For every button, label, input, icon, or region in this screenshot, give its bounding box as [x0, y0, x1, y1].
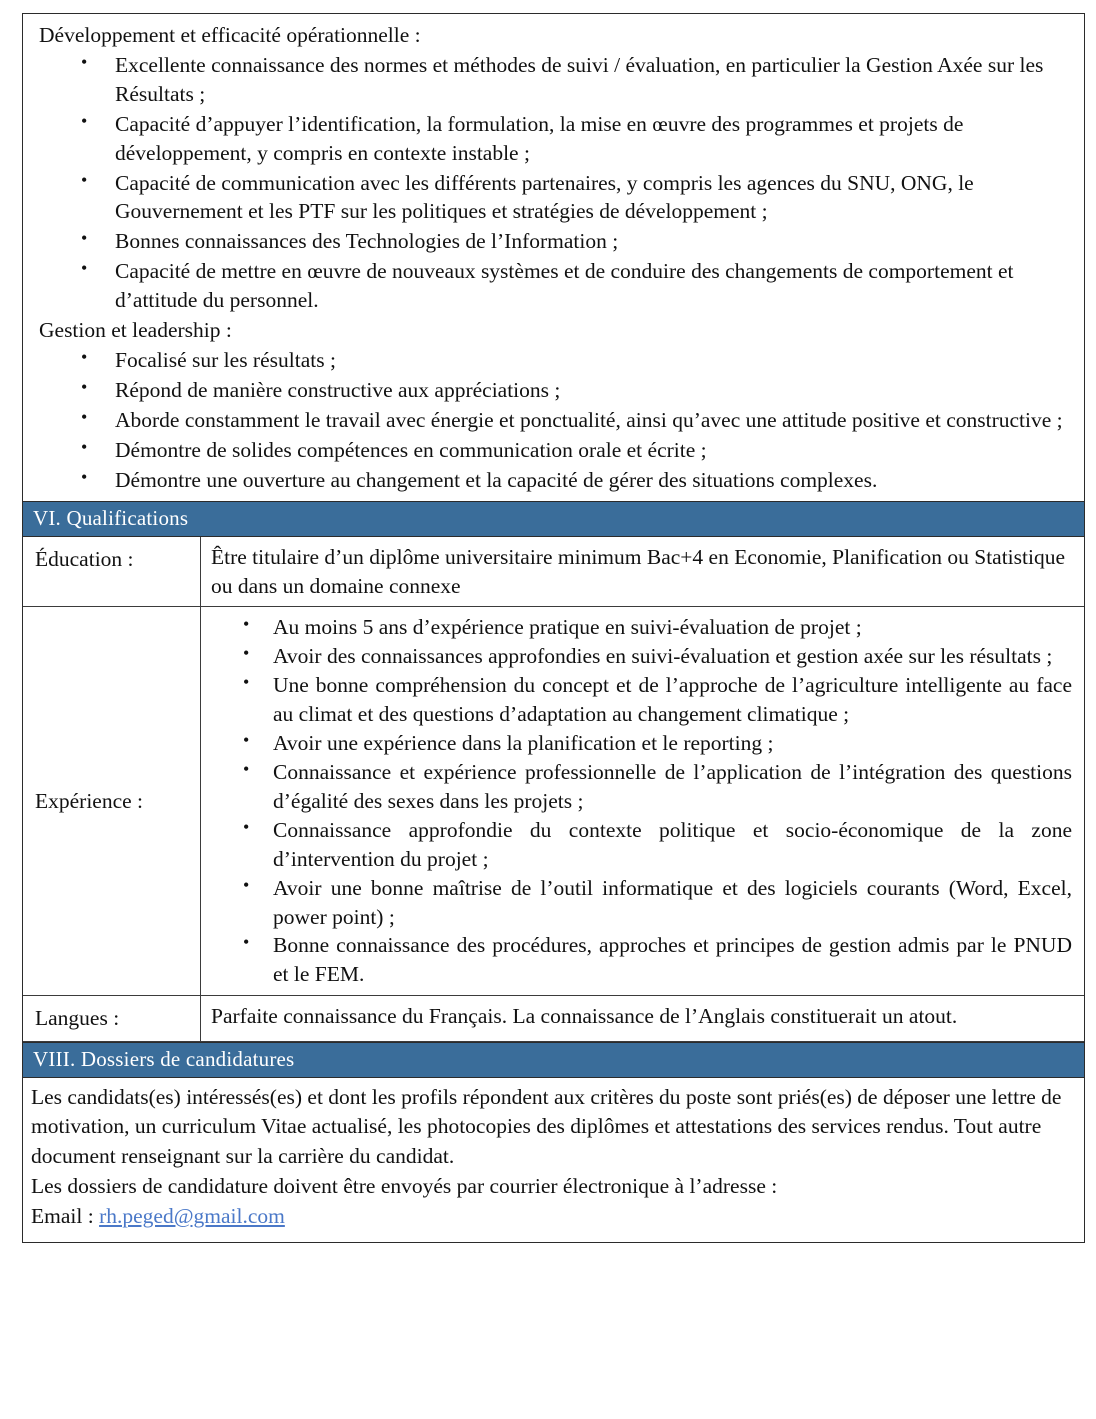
competences-list-development	[33, 51, 1074, 315]
langues-text: Parfaite connaissance du Français. La connaissance de l’Anglais constituerait un atout.	[211, 1004, 958, 1029]
list-item: • Une bonne compréhension du concept et de l’approche de l’agriculture intelligente au face au climat et des questions d’adaptation au changement climatique ;	[211, 671, 1072, 729]
dossiers-paragraph-2: Les dossiers de candidature doivent être envoyés par courrier électronique à l’adresse :	[31, 1173, 778, 1198]
list-item: • Avoir une expérience dans la planification et le reporting ;	[211, 729, 1072, 758]
row-value-education	[201, 537, 1084, 606]
row-value-experience	[201, 607, 1084, 995]
row-label-education: Éducation :	[23, 537, 201, 606]
list-item: • Connaissance et expérience professionnelle de l’application de l’intégration des questions d’égalité des sexes dans les projets ;	[211, 758, 1072, 816]
education-text: Être titulaire d’un diplôme universitaire minimum Bac+4 en Economie, Planification ou Statistique ou dans un domaine connexe	[211, 545, 1066, 598]
table-row-langues	[23, 996, 1084, 1041]
list-item: • Capacité d’appuyer l’identification, la formulation, la mise en œuvre des programmes et projets de développement, y compris en contexte instable ;	[33, 110, 1074, 168]
competences-group-heading-development: Développement et efficacité opérationnelle :	[39, 23, 421, 47]
list-item: • Bonne connaissance des procédures, approches et principes de gestion admis par le PNUD et le FEM.	[211, 931, 1072, 989]
list-item: • Au moins 5 ans d’expérience pratique en suivi-évaluation de projet ;	[211, 613, 1072, 642]
list-item: • Répond de manière constructive aux appréciations ;	[33, 376, 1074, 405]
row-value-langues	[201, 996, 1084, 1040]
competences-block	[23, 14, 1084, 501]
list-item: • Connaissance approfondie du contexte politique et socio-économique de la zone d’intervention du projet ;	[211, 816, 1072, 874]
dossiers-email-line	[31, 1202, 1072, 1231]
list-item: • Focalisé sur les résultats ;	[33, 346, 1074, 375]
list-item: • Aborde constamment le travail avec énergie et ponctualité, ainsi qu’avec une attitude positive et constructive ;	[33, 406, 1074, 435]
row-label-experience: Expérience :	[23, 607, 201, 995]
list-item: • Démontre une ouverture au changement et la capacité de gérer des situations complexes.	[33, 466, 1074, 495]
list-item: • Démontre de solides compétences en communication orale et écrite ;	[33, 436, 1074, 465]
list-item: • Bonnes connaissances des Technologies de l’Information ;	[33, 227, 1074, 256]
list-item: • Capacité de mettre en œuvre de nouveaux systèmes et de conduire des changements de comportement et d’attitude du personnel.	[33, 257, 1074, 315]
list-item: • Avoir des connaissances approfondies en suivi-évaluation et gestion axée sur les résultats ;	[211, 642, 1072, 671]
experience-list	[211, 613, 1072, 989]
list-item: • Avoir une bonne maîtrise de l’outil informatique et des logiciels courants (Word, Excel, power point) ;	[211, 874, 1072, 932]
email-label: Email :	[31, 1204, 94, 1229]
table-row-experience	[23, 607, 1084, 996]
row-label-langues: Langues :	[23, 996, 201, 1040]
section-header-qualifications: VI. Qualifications	[23, 501, 1084, 538]
dossiers-block	[23, 1078, 1084, 1242]
competences-list-leadership	[33, 346, 1074, 495]
list-item: • Capacité de communication avec les différents partenaires, y compris les agences du SNU, ONG, le Gouvernement et les PTF sur les politiques et stratégies de développement ;	[33, 169, 1074, 227]
list-item: • Excellente connaissance des normes et méthodes de suivi / évaluation, en particulier la Gestion Axée sur les Résultats ;	[33, 51, 1074, 109]
dossiers-paragraph-1: Les candidats(es) intéressés(es) et dont les profils répondent aux critères du poste sont priés(es) de déposer une lettre de motivation, un curriculum Vitae actualisé, les photocopies des diplômes et attestations des services rendus. Tout autre document renseignant sur la carrière du candidat.	[31, 1085, 1062, 1168]
table-row-education	[23, 537, 1084, 607]
job-posting-table	[22, 13, 1085, 1243]
competences-group-heading-leadership: Gestion et leadership :	[39, 318, 232, 343]
section-header-dossiers: VIII. Dossiers de candidatures	[23, 1042, 1084, 1079]
email-link[interactable]: rh.peged@gmail.com	[99, 1204, 285, 1229]
